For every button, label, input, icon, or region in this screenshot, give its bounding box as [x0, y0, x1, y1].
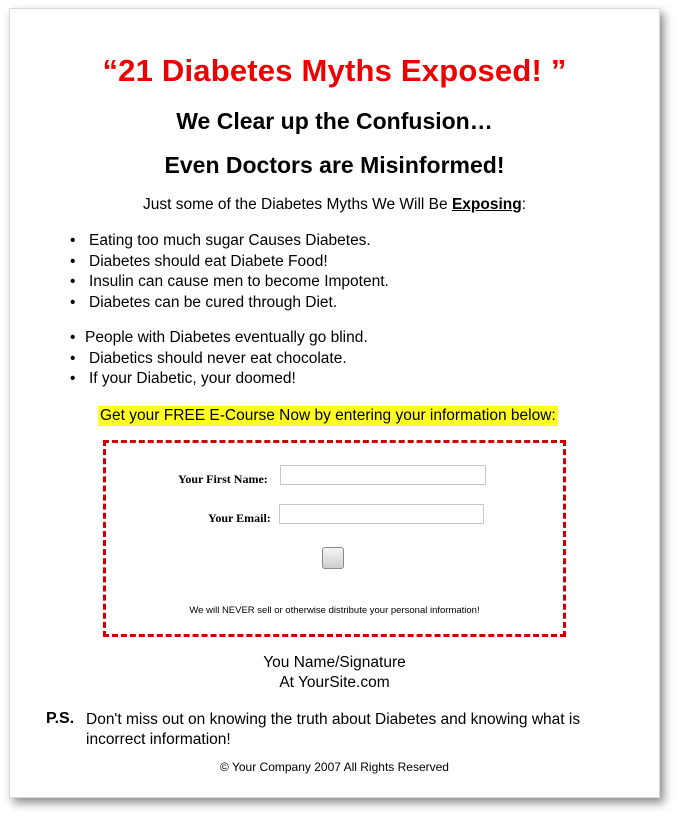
headline: “21 Diabetes Myths Exposed! ” — [102, 53, 567, 88]
copyright-footer: © Your Company 2007 All Rights Reserved — [220, 760, 449, 774]
ps-label: P.S. — [46, 710, 75, 727]
list-item: • Insulin can cause men to become Impotent. — [70, 272, 389, 293]
squeeze-page — [9, 8, 660, 798]
list-item: • People with Diabetes eventually go blind. — [70, 328, 368, 349]
email-label: Your Email: — [208, 511, 271, 525]
intro-before: Just some of the Diabetes Myths We Will Be — [142, 196, 452, 213]
list-item: • Diabetes should eat Diabete Food! — [70, 252, 389, 273]
subheadline-doctors: Even Doctors are Misinformed! — [164, 152, 505, 178]
list-item: • Diabetics should never eat chocolate. — [70, 349, 368, 370]
privacy-note: We will NEVER sell or otherwise distribute your personal information! — [189, 605, 480, 616]
intro-after: : — [521, 196, 527, 213]
cta-highlight: Get your FREE E-Course Now by entering your information below: — [100, 407, 556, 424]
signup-form — [103, 440, 566, 637]
list-item: • Diabetes can be cured through Diet. — [70, 293, 389, 314]
intro-text — [10, 196, 659, 214]
intro-emphasis: Exposing — [451, 196, 522, 213]
list-item: • If your Diabetic, your doomed! — [70, 369, 368, 390]
ps-text: Don't miss out on knowing the truth about Diabetes and knowing what is incorrect information! — [86, 711, 581, 748]
submit-button[interactable] — [322, 547, 344, 569]
subheadline-confusion: We Clear up the Confusion… — [176, 108, 493, 134]
signature-site: At YourSite.com — [279, 674, 390, 691]
first-name-label: Your First Name: — [178, 472, 268, 486]
email-input[interactable] — [279, 504, 484, 524]
myth-list-1 — [70, 231, 389, 313]
signature-name: You Name/Signature — [263, 654, 406, 671]
first-name-input[interactable] — [280, 465, 486, 485]
list-item: • Eating too much sugar Causes Diabetes. — [70, 231, 389, 252]
myth-list-2 — [70, 328, 368, 390]
